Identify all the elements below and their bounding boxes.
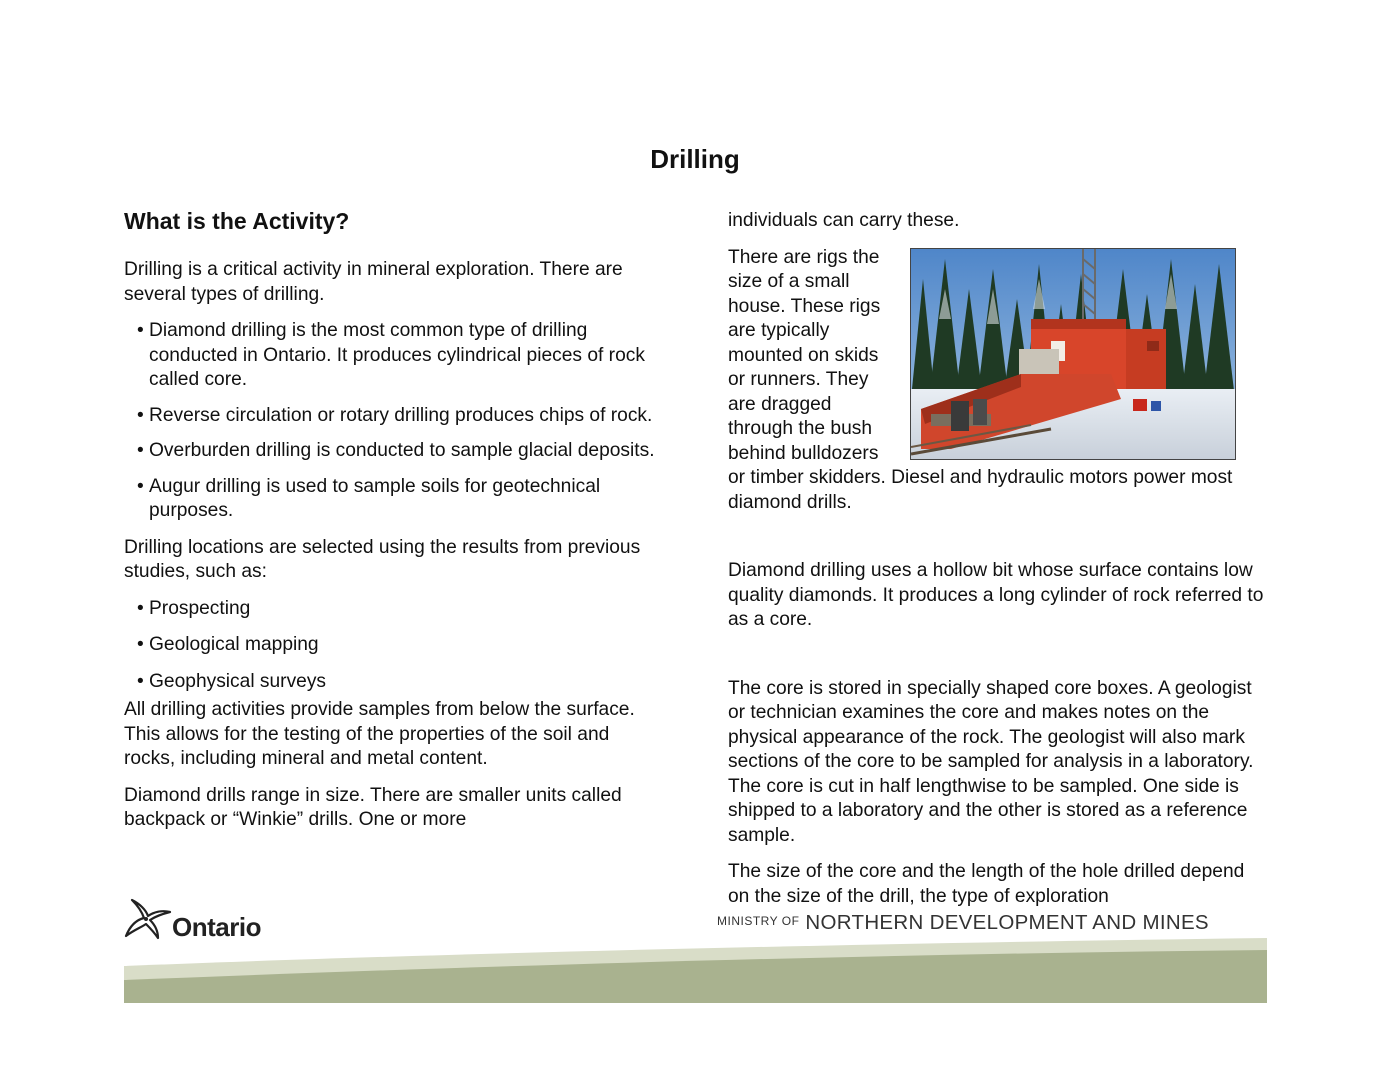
list-item: • Augur drilling is used to sample soils for geotechnical purposes. — [137, 475, 601, 521]
list-item: • Reverse circulation or rotary drilling produces chips of rock. — [124, 404, 664, 429]
locations-paragraph: Drilling locations are selected using the results from previous studies, such as: — [124, 536, 641, 582]
footer-band — [124, 936, 1267, 1003]
core-size-paragraph: The size of the core and the length of the hole drilled depend on the size of the drill, the type of exploration — [728, 861, 1245, 907]
left-column — [124, 206, 664, 833]
intro-paragraph: Drilling is a critical activity in mineral exploration. There are several types of drilling. — [124, 259, 623, 305]
studies-list — [124, 597, 664, 695]
continued-text: individuals can carry these. — [728, 210, 960, 231]
rigs-paragraph: There are rigs the size of a small house. These rigs are typically mounted on skids or runners. They are dragged through the bush behind bulldozers or timber skidders. Diesel and hydraulic motors power most diamond drills. — [728, 246, 1233, 513]
section-heading: What is the Activity? — [124, 208, 350, 234]
list-item: • Geophysical surveys — [124, 670, 664, 695]
bullet-icon: • — [137, 670, 144, 692]
ministry-title: NORTHERN DEVELOPMENT AND MINES — [805, 911, 1209, 934]
drill-types-list — [124, 319, 664, 524]
list-item: • Geological mapping — [124, 633, 664, 658]
list-item: • Prospecting — [124, 597, 664, 622]
page-title: Drilling — [650, 144, 740, 174]
drill-rig-illustration — [911, 249, 1235, 459]
bullet-icon: • — [137, 475, 144, 497]
bullet-icon: • — [137, 634, 144, 655]
drill-sizes-paragraph: Diamond drills range in size. There are smaller units called backpack or “Winkie” drills. One or more — [124, 784, 622, 830]
bullet-icon: • — [137, 597, 144, 619]
bullet-icon: • — [137, 320, 144, 341]
list-item: • Overburden drilling is conducted to sample glacial deposits. — [124, 439, 664, 464]
diamond-drilling-paragraph: Diamond drilling uses a hollow bit whose surface contains low quality diamonds. It produces a long cylinder of rock referred to as a core. — [728, 560, 1264, 630]
trillium-icon — [124, 898, 172, 940]
right-column — [728, 209, 1268, 909]
ministry-prefix: MINISTRY OF — [717, 914, 800, 928]
ontario-wordmark: Ontario — [172, 912, 261, 942]
samples-paragraph: All drilling activities provide samples from below the surface. This allows for the testing of the properties of the soil and rocks, including mineral and metal content. — [124, 699, 635, 769]
core-paragraph: The core is stored in specially shaped core boxes. A geologist or technician examines the core and makes notes on the physical appearance of the rock. The geologist will also mark sections of the core to be sampled for analysis in a laboratory. The core is cut in half lengthwise to be sampled. One side is shipped to a laboratory and the other is stored as a reference sample. — [728, 677, 1254, 846]
drill-rig-photo — [910, 248, 1236, 460]
ministry-name — [717, 911, 1209, 935]
bullet-icon: • — [137, 440, 144, 461]
bullet-icon: • — [137, 404, 144, 426]
list-item: • Diamond drilling is the most common type of drilling conducted in Ontario. It produces cylindrical pieces of rock called core. — [137, 320, 645, 390]
